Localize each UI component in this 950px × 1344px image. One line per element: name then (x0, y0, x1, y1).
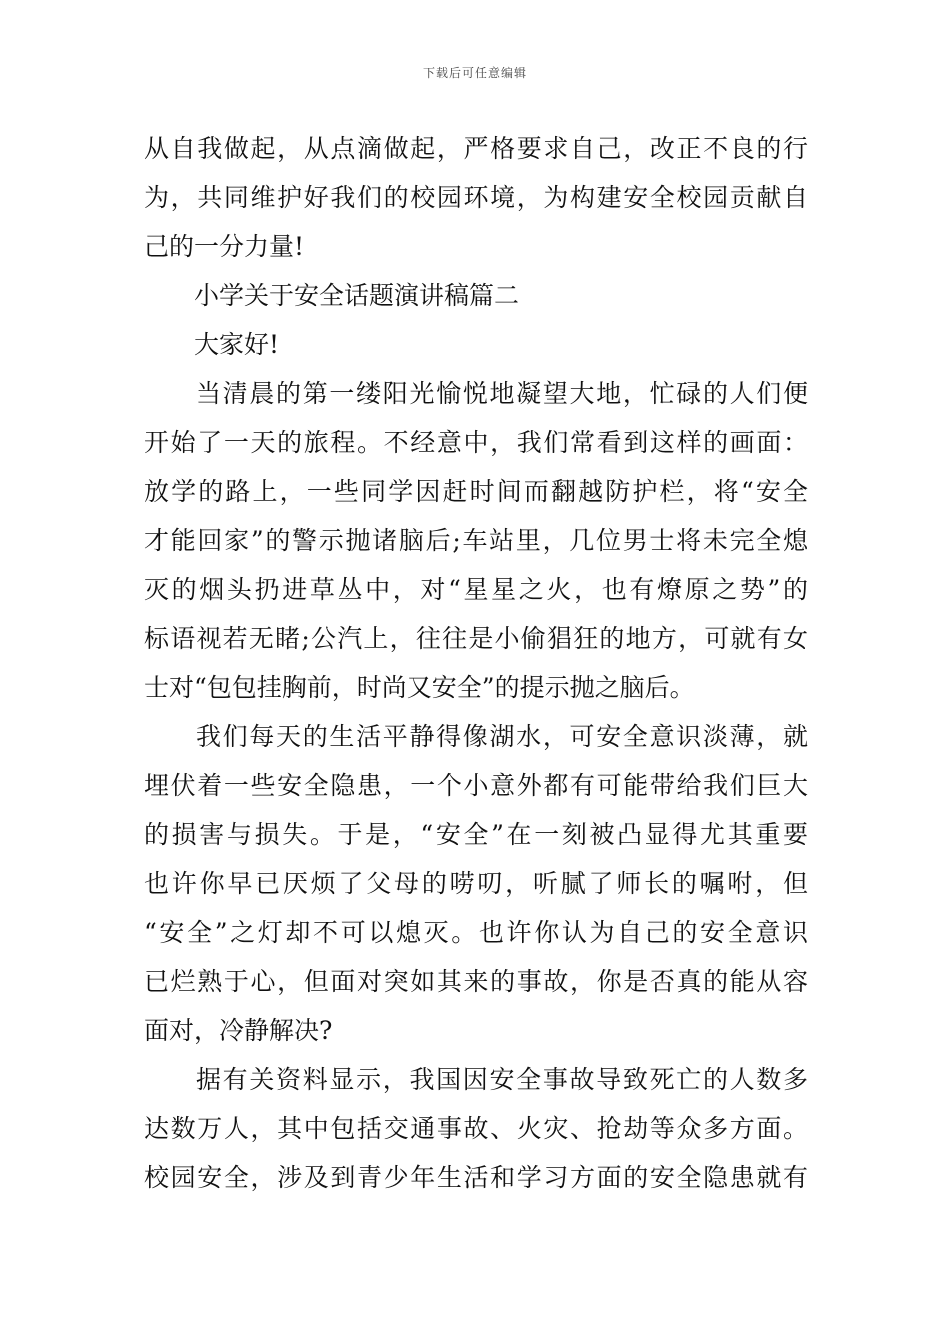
document-body (144, 124, 808, 1202)
text-line: 己的一分力量! (144, 232, 305, 261)
text-line: 据有关资料显示，我国因安全事故导致死亡的人数多 (196, 1065, 808, 1094)
text-line: 的损害与损失。于是，“安全”在一刻被凸显得尤其重要 (144, 820, 808, 849)
text-line: 当清晨的第一缕阳光愉悦地凝望大地，忙碌的人们便 (196, 379, 808, 408)
text-line: 士对“包包挂胸前，时尚又安全”的提示抛之脑后。 (144, 673, 695, 702)
text-line: 也许你早已厌烦了父母的唠叨，听腻了师长的嘱咐，但 (144, 869, 808, 898)
greeting-line: 大家好! (194, 330, 280, 359)
text-line: 放学的路上，一些同学因赶时间而翻越防护栏，将“安全 (144, 477, 808, 506)
text-line: 开始了一天的旅程。不经意中，我们常看到这样的画面： (144, 428, 808, 457)
text-line: 我们每天的生活平静得像湖水，可安全意识淡薄，就 (196, 722, 808, 751)
text-line: 为，共同维护好我们的校园环境，为构建安全校园贡献自 (144, 183, 808, 212)
text-line: 才能回家”的警示抛诸脑后;车站里，几位男士将未完全熄 (144, 526, 808, 555)
text-line: 已烂熟于心，但面对突如其来的事故，你是否真的能从容 (144, 967, 808, 996)
text-line: “安全”之灯却不可以熄灭。也许你认为自己的安全意识 (144, 918, 808, 947)
text-line: 标语视若无睹;公汽上，往往是小偷猖狂的地方，可就有女 (144, 624, 808, 653)
text-line: 灭的烟头扔进草丛中，对“星星之火，也有燎原之势”的 (144, 575, 808, 604)
text-line: 校园安全，涉及到青少年生活和学习方面的安全隐患就有 (144, 1163, 808, 1192)
page-header-note: 下载后可任意编辑 (422, 66, 527, 80)
section-heading: 小学关于安全话题演讲稿篇二 (194, 281, 520, 310)
text-line: 达数万人，其中包括交通事故、火灾、抢劫等众多方面。 (144, 1114, 808, 1143)
text-line: 从自我做起，从点滴做起，严格要求自己，改正不良的行 (144, 134, 808, 163)
text-line: 面对，冷静解决? (144, 1016, 333, 1045)
text-line: 埋伏着一些安全隐患，一个小意外都有可能带给我们巨大 (144, 771, 808, 800)
